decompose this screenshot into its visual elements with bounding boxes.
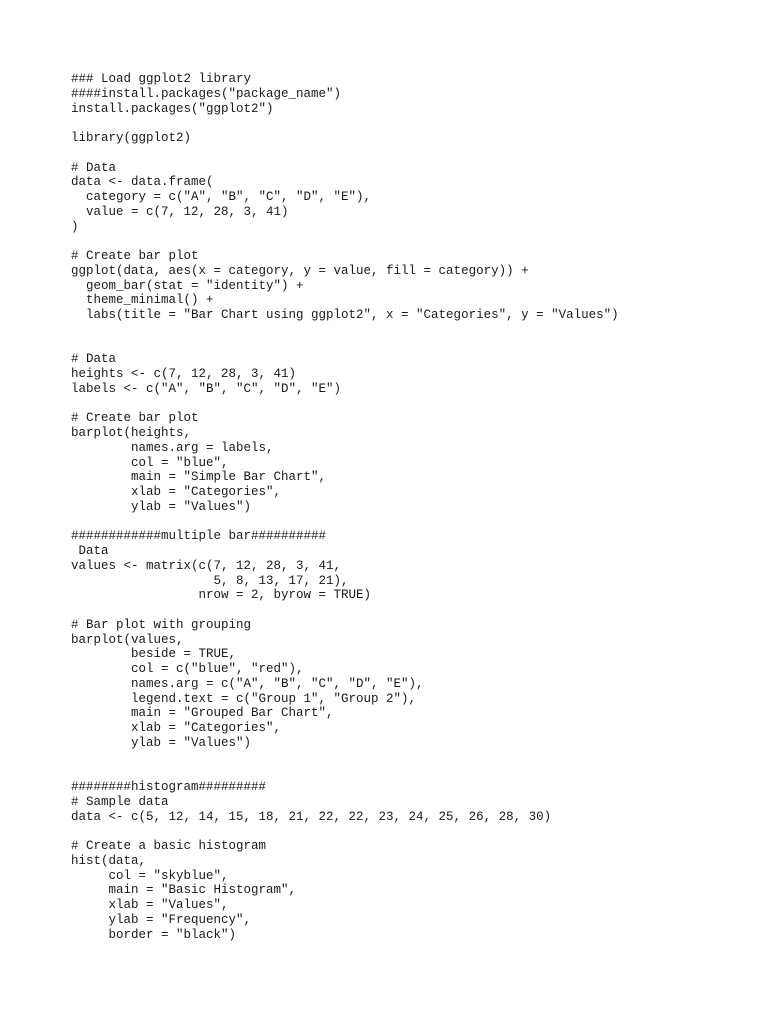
blank-line: [71, 146, 751, 161]
blank-line: [71, 765, 751, 780]
code-line: col = "skyblue",: [71, 868, 229, 883]
code-line: category = c("A", "B", "C", "D", "E"),: [71, 190, 372, 204]
code-line: ggplot(data, aes(x = category, y = value, fill = category)) +: [71, 263, 529, 278]
blank-line: [71, 603, 751, 618]
comment-line: # Bar plot with grouping: [71, 617, 252, 632]
blank-line: [71, 397, 751, 412]
code-line: ylab = "Frequency",: [71, 912, 252, 927]
code-line: xlab = "Categories",: [71, 721, 282, 735]
blank-line: [71, 323, 751, 338]
code-line: main = "Grouped Bar Chart",: [71, 706, 334, 721]
code-line: main = "Basic Histogram",: [71, 883, 297, 898]
comment-line: ### Load ggplot2 library: [71, 72, 252, 86]
code-line: beside = TRUE,: [71, 647, 237, 662]
comment-line: ############multiple bar##########: [71, 529, 327, 544]
code-line: names.arg = labels,: [71, 440, 274, 455]
code-line: barplot(values,: [71, 632, 184, 647]
code-line: data <- data.frame(: [71, 175, 214, 190]
code-line: hist(data,: [71, 853, 147, 868]
code-line: labels <- c("A", "B", "C", "D", "E"): [71, 381, 342, 396]
code-line: nrow = 2, byrow = TRUE): [71, 588, 372, 603]
code-line: border = "black"): [71, 927, 237, 942]
code-line: Data: [71, 544, 109, 558]
code-line: xlab = "Values",: [71, 898, 229, 912]
blank-line: [71, 234, 751, 249]
comment-line: # Data: [71, 352, 117, 367]
code-line: geom_bar(stat = "identity") +: [71, 278, 304, 293]
blank-line: [71, 338, 751, 353]
code-line: value = c(7, 12, 28, 3, 41): [71, 204, 289, 219]
code-line: main = "Simple Bar Chart",: [71, 470, 327, 485]
code-line: barplot(heights,: [71, 426, 192, 440]
comment-line: # Data: [71, 160, 117, 175]
code-document: [71, 72, 751, 942]
code-line: install.packages("ggplot2"): [71, 101, 274, 116]
code-line: labs(title = "Bar Chart using ggplot2", x = "Categories", y = "Values"): [71, 308, 619, 322]
comment-line: ####install.packages("package_name"): [71, 86, 342, 101]
code-line: xlab = "Categories",: [71, 485, 282, 499]
code-line: ylab = "Values"): [71, 735, 252, 750]
blank-line: [71, 515, 751, 530]
comment-line: ########histogram#########: [71, 780, 267, 794]
code-line: col = "blue",: [71, 455, 229, 470]
code-line: 5, 8, 13, 17, 21),: [71, 573, 349, 588]
code-line: ): [71, 219, 79, 234]
comment-line: # Sample data: [71, 794, 169, 809]
blank-line: [71, 824, 751, 839]
code-line: legend.text = c("Group 1", "Group 2"),: [71, 691, 417, 706]
comment-line: # Create bar plot: [71, 249, 199, 263]
code-line: data <- c(5, 12, 14, 15, 18, 21, 22, 22, 23, 24, 25, 26, 28, 30): [71, 809, 552, 824]
code-line: heights <- c(7, 12, 28, 3, 41): [71, 367, 297, 381]
code-line: col = c("blue", "red"),: [71, 662, 304, 676]
comment-line: # Create a basic histogram: [71, 839, 267, 853]
code-line: ylab = "Values"): [71, 499, 252, 514]
code-line: values <- matrix(c(7, 12, 28, 3, 41,: [71, 558, 342, 573]
code-line: library(ggplot2): [71, 131, 192, 145]
blank-line: [71, 751, 751, 766]
code-line: names.arg = c("A", "B", "C", "D", "E"),: [71, 676, 424, 691]
comment-line: # Create bar plot: [71, 411, 199, 426]
blank-line: [71, 116, 751, 131]
code-line: theme_minimal() +: [71, 293, 214, 308]
